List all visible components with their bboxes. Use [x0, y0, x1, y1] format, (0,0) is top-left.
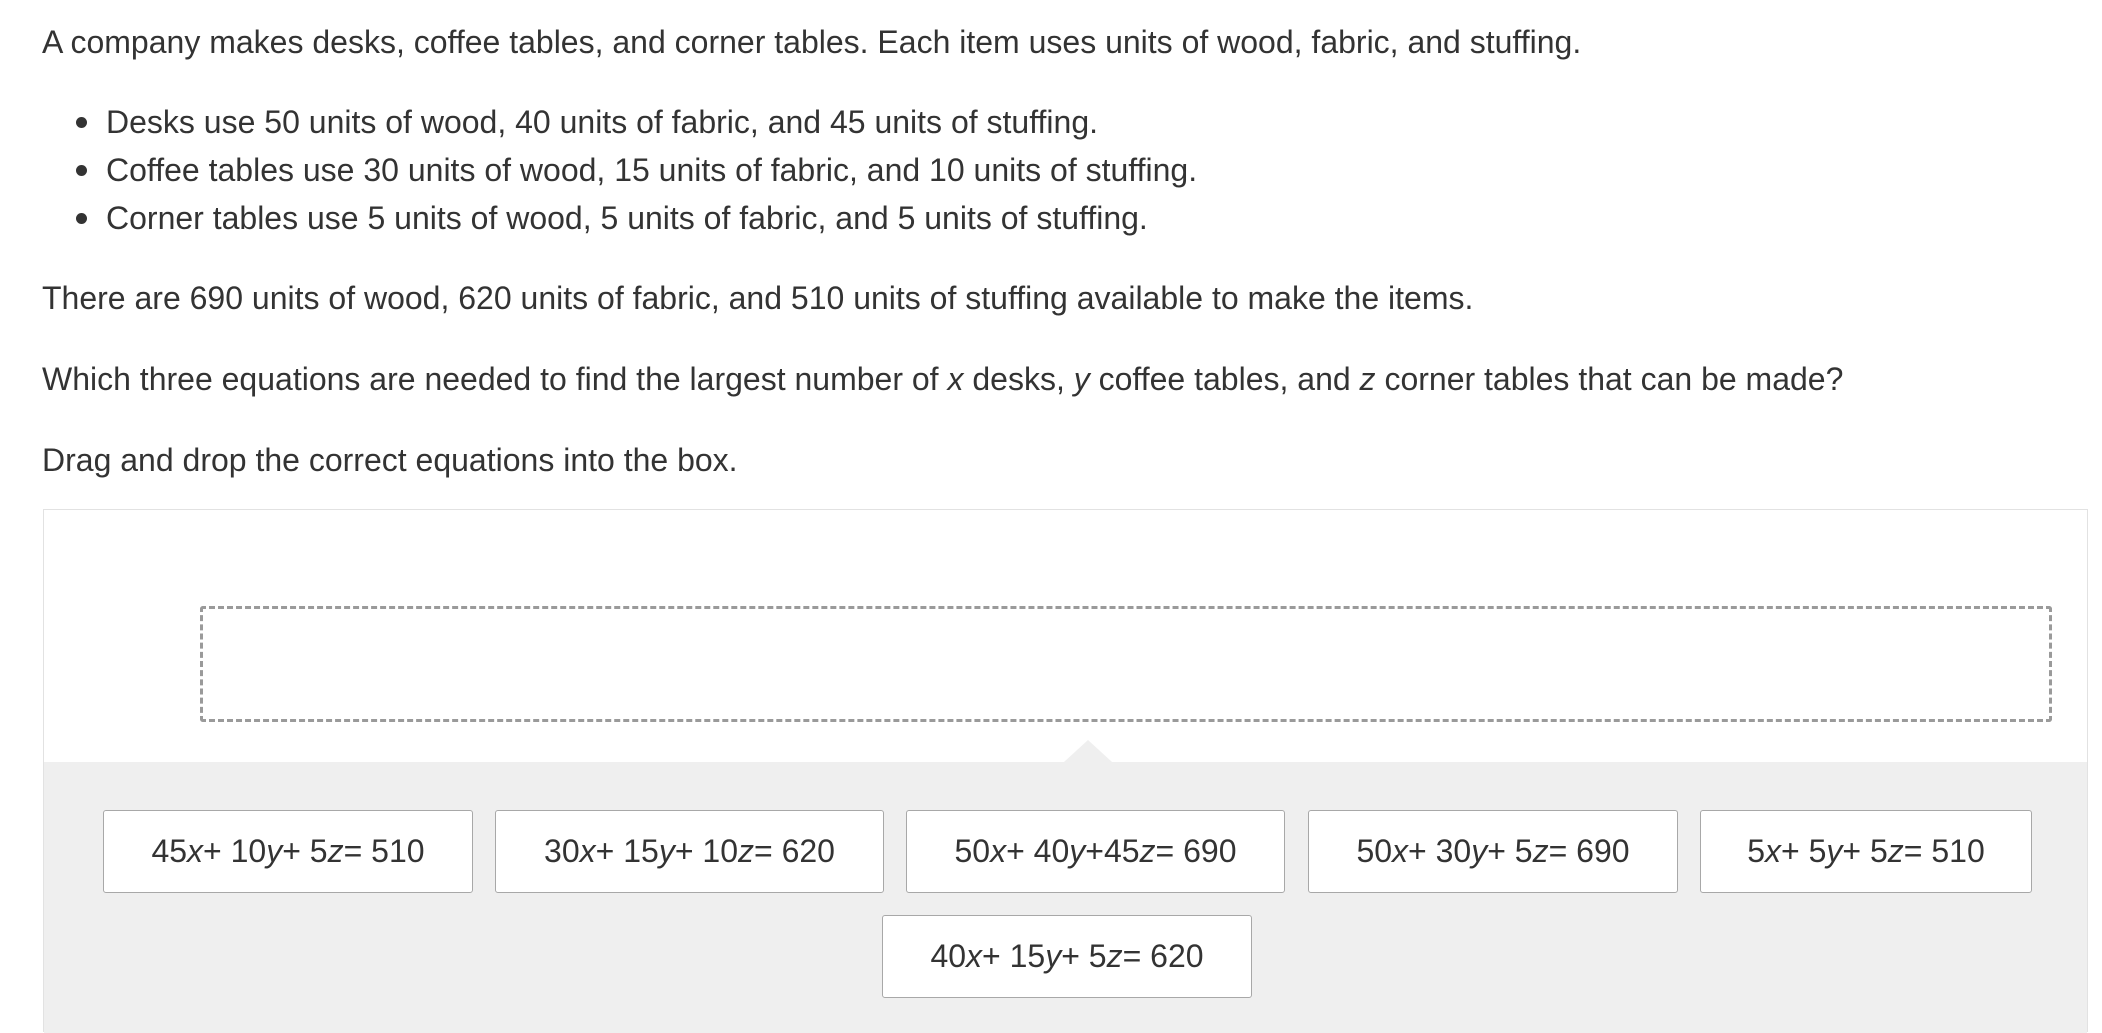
instruction-text: Drag and drop the correct equations into the box.	[42, 442, 738, 478]
list-item-text: Corner tables use 5 units of wood, 5 units of fabric, and 5 units of stuffing.	[106, 200, 1148, 236]
list-item-text: Coffee tables use 30 units of wood, 15 units of fabric, and 10 units of stuffing.	[106, 152, 1198, 188]
bullet-icon	[76, 117, 87, 128]
list-item	[42, 198, 1197, 246]
equation-tiles-tray	[44, 762, 2087, 1033]
list-item	[42, 150, 1197, 198]
equation-tile[interactable]: 45 x + 10 y + 5 z = 510	[103, 810, 473, 893]
answer-drop-zone[interactable]	[200, 606, 2052, 722]
tray-notch-icon	[1064, 740, 1112, 762]
equation-tile[interactable]: 5 x + 5 y + 5 z = 510	[1700, 810, 2032, 893]
item-requirements-list	[42, 102, 1197, 246]
available-resources-text: There are 690 units of wood, 620 units of fabric, and 510 units of stuffing available to make the items.	[42, 280, 1474, 316]
bullet-icon	[76, 165, 87, 176]
question-prompt: Which three equations are needed to find the largest number of x desks, y coffee tables, and z corner tables that can be made?	[42, 361, 1844, 397]
list-item-text: Desks use 50 units of wood, 40 units of fabric, and 45 units of stuffing.	[106, 104, 1098, 140]
list-item	[42, 102, 1197, 150]
equation-tile[interactable]: 40 x + 15 y + 5 z = 620	[882, 915, 1252, 998]
bullet-icon	[76, 213, 87, 224]
question-intro: A company makes desks, coffee tables, and corner tables. Each item uses units of wood, fabric, and stuffing.	[42, 24, 1582, 60]
equation-tile[interactable]: 50 x + 30 y + 5 z = 690	[1308, 810, 1678, 893]
equation-tile[interactable]: 50 x + 40 y +45 z = 690	[906, 810, 1285, 893]
equation-tile[interactable]: 30 x + 15 y + 10 z = 620	[495, 810, 884, 893]
drag-drop-area	[43, 509, 2088, 1032]
